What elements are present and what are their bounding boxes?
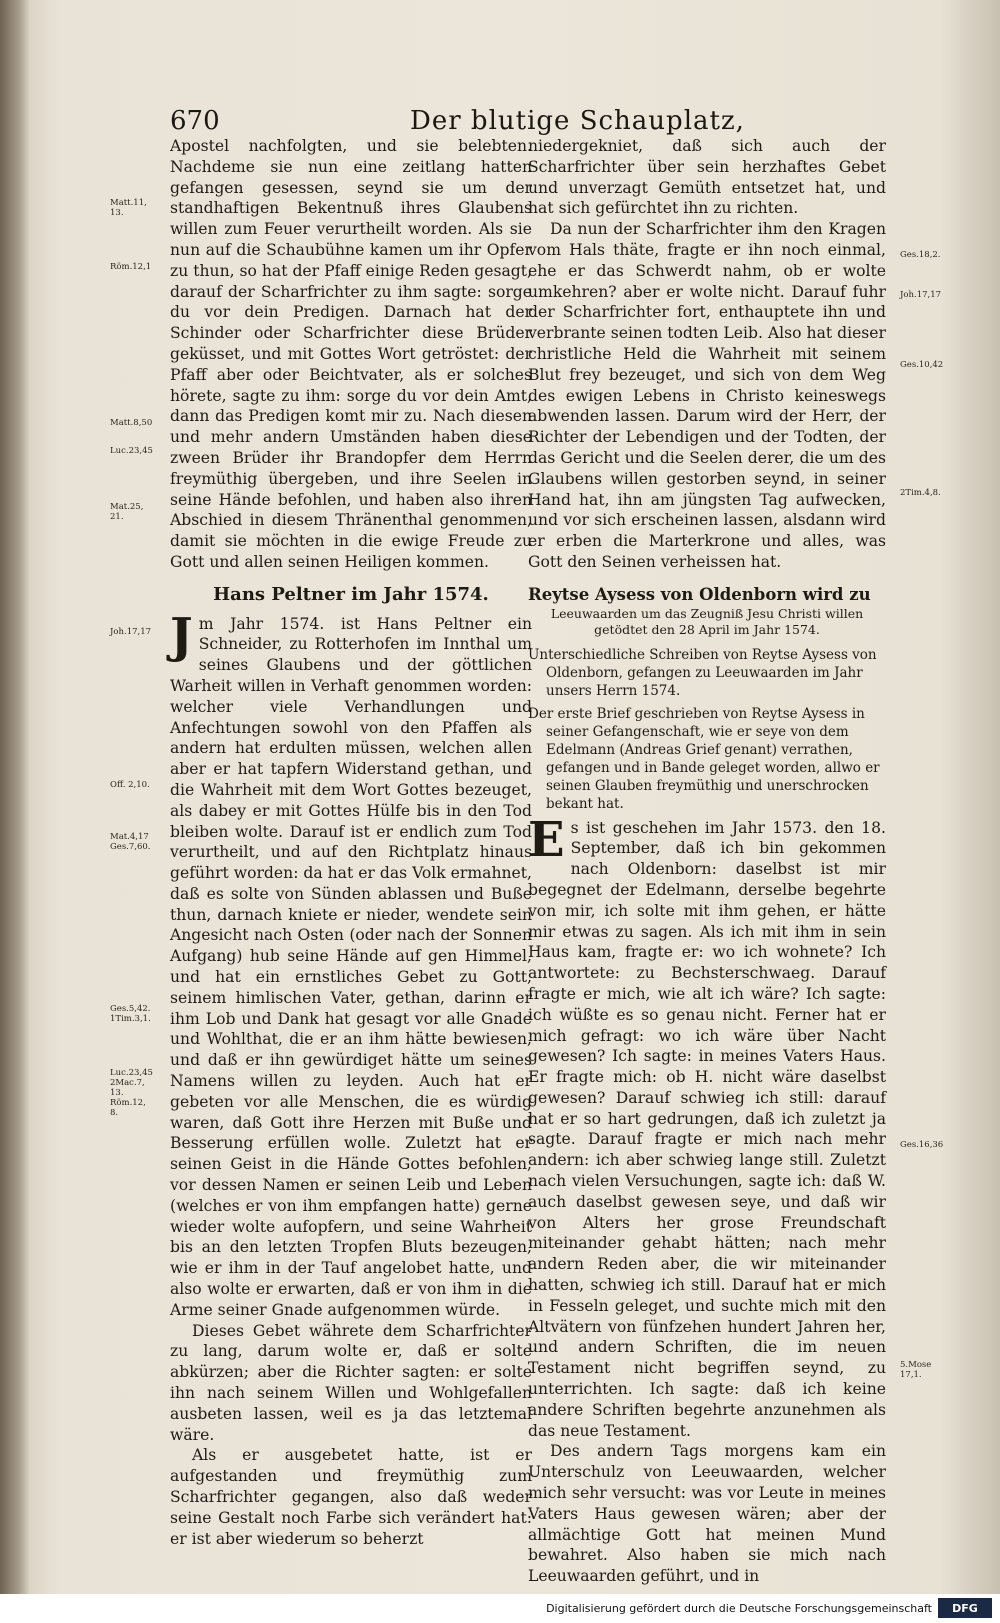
margin-note: Joh.17,17 — [110, 627, 152, 637]
paragraph-text: m Jahr 1574. ist Hans Peltner ein Schneider, zu Rotterhofen im Innthal um seines Glaubens und der göttlichen Warheit willen in Verhaft genommen worden: welcher viele Verhandlungen und Anfechtungen sowohl von den Pfaffen als andern hat erdulten müssen, welchen allen aber er hat tapfern Widerstand gethan, und die Wahrheit mit dem Wort Gottes bezeuget, als dabey er mit Gottes Hülfe bis in den Tod bleiben wolte. Darauf ist er endlich zum Tod verurtheilt, und auf den Richtplatz hinaus geführt worden: da hat er das Volk ermahnet, daß es solte von Sünden ablassen und Buße thun, darnach kniete er nieder, wendete sein Angesicht nach Osten (oder nach der Sonnen Aufgang) hub seine Hände auf gen Himmel, und hat ein ernstliches Gebet zu Gott, seinem himlischen Vater, gethan, darinn er ihm Lob und Dank hat gesagt vor alle Gnade und Wohlthat, die er an ihm hätte bewiesen, und daß er ihn gewürdiget hätte um seines Namens willen zu leyden. Auch hat er gebeten vor alle Menschen, die es würdig waren, daß Gott ihre Herzen mit Buße und Besserung erfüllen wolle. Zuletzt hat er seinen Geist in die Hände Gottes befohlen, vor dessen Namen er seinen Leib und Leben (welches er von ihm empfangen hatte) gerne wieder wolte aufopfern, und seine Wahrheit bis an den letzten Tropfen Bluts bezeugen, wie er ihm in der Tauf angelobet hatte, und also wolte er erwarten, daß er von ihm in die Arme seiner Gnade aufgenommen würde. — [170, 614, 532, 1319]
margin-note: Off. 2,10. — [110, 780, 150, 790]
margin-note: Ges.16,36 — [900, 1140, 944, 1150]
margin-note: 5.Mose 17,1. — [900, 1360, 932, 1380]
paragraph: niedergekniet, daß sich auch der Scharfrichter über sein herzhaftes Gebet und unverzagt Gemüth entsetzet hat, und hat sich gefürchtet ihn zu richten. — [528, 137, 886, 218]
paragraph-with-dropcap — [528, 811, 886, 1442]
paragraph: Des andern Tags morgens kam ein Unterschulz von Leeuwaarden, welcher mich sehr versucht: was vor Leute in meines Vaters Haus gewesen wären; aber der allmächtige Gott hat meinen Mund bewahret. Also haben sie mich nach Leeuwaarden geführt, und in — [528, 1442, 886, 1586]
margin-note: Ges.10,42 — [900, 360, 944, 370]
book-binding-shadow — [0, 0, 30, 1594]
margin-note: Matt.8,50 — [110, 418, 153, 428]
margin-note: Ges.5,42. 1Tim.3,1. — [110, 1004, 151, 1024]
margin-note: 2Tim.4,8. — [900, 488, 941, 498]
section-heading-reytse: Reytse Aysess von Oldenborn wird zu — [528, 584, 871, 604]
paragraph-with-dropcap — [170, 607, 532, 1321]
margin-note: Mat.25, 21. — [110, 502, 144, 522]
funding-credit: Digitalisierung gefördert durch die Deutsche Forschungsgemeinschaft — [546, 1602, 932, 1615]
left-text-column — [170, 136, 532, 1549]
page-number: 670 — [170, 106, 220, 136]
margin-note: Joh.17,17 — [900, 290, 942, 300]
paragraph: Da nun der Scharfrichter ihm den Kragen vom Hals thäte, fragte er ihn noch einmal, ehe er das Schwerdt nahm, ob er wolte umkehren? aber er wolte nicht. Darauf fuhr der Scharfrichter fort, enthauptete ihn und verbrante seinen todten Leib. Also hat dieser christliche Held die Wahrheit mit seinem Blut frey bezeuget, und sich von dem Weg des ewigen Lebens in Christo keineswegs abwenden lassen. Darum wird der Herr, der Richter der Lebendigen und der Todten, der das Gericht und die Seelen derer, die um des Glaubens willen gestorben seynd, in seiner Hand hat, ihn am jüngsten Tag aufwecken, und vor sich erscheinen lassen, alsdann wird er erben die Marterkrone und alles, was Gott den Seinen verheissen hat. — [528, 220, 886, 571]
margin-note: Matt.11, 13. — [110, 198, 147, 218]
margin-note: Mat.4,17 Ges.7,60. — [110, 832, 151, 852]
digitization-footer — [0, 1594, 1000, 1623]
paragraph-text: s ist geschehen im Jahr 1573. den 18. September, daß ich bin gekommen nach Oldenborn: daselbst ist mir begegnet der Edelmann, derselbe begehrte von mir, ich solte mit ihm gehen, er hätte mir etwas zu sagen. Als ich mit ihm in sein Haus kam, fragte er: wo ich wohnete? Ich antwortete: zu Bechsterschwaeg. Darauf fragte er mich, wie alt ich wäre? Ich sagte: ich wüßte es so genau nicht. Ferner hat er mich gefragt: wo ich wäre über Nacht gewesen? Ich sagte: in meines Vaters Haus. Er fragte mich: ob H. nicht wäre daselbst gewesen? Darauf schwieg ich still: darauf hat er so hart gedrungen, daß ich zuletzt ja sagte. Darauf fragte er mich nach mehr andern: ich aber schwieg lange still. Zuletzt nach vielen Versuchungen, sagte ich: daß W. auch daselbst gewesen seye, und daß wir von Alters her grose Freundschaft miteinander gehabt hätten; nach mehr andern Reden aber, die wir miteinander hatten, schwieg ich still. Darauf hat er mich in Fesseln geleget, und suchte mich mit den Altvätern von fünfzehen hundert Jahren her, und andern Schriften, die im neuen Testament nicht begriffen seynd, zu unterrichten. Ich sagte: daß ich keine andere Schriften begehrte anzunehmen als das neue Testament. — [528, 818, 886, 1440]
section-subheading: Leeuwaarden um das Zeugniß Jesu Christi willen getödtet den 28 April im Jahr 1574. — [550, 605, 864, 637]
running-title: Der blutige Schauplatz, — [410, 106, 745, 136]
paragraph: Als er ausgebetet hatte, ist er aufgestanden und freymüthig zum Scharfrichter gegangen, also daß weder seine Gestalt noch Farbe sich verändert hat: er ist aber wiederum so beherzt — [170, 1446, 532, 1548]
section-heading-peltner: Hans Peltner im Jahr 1574. — [213, 583, 489, 605]
summary-line: Der erste Brief geschrieben von Reytse Aysess in seiner Gefangenschaft, wie er seye von dem Edelmann (Andreas Grief genant) verrathen, gefangen und in Bande geleget worden, allwo er seinen Glauben freymüthig und unerschrocken bekant hat. — [528, 705, 880, 812]
right-text-column — [528, 136, 886, 1587]
paragraph: Apostel nachfolgten, und sie belebten. Nachdeme sie nun eine zeitlang hatten gefangen gesessen, seynd sie um der standhaftigen Bekentnuß ihres Glaubens willen zum Feuer verurtheilt worden. Als sie nun auf die Schaubühne kamen um ihr Opfer zu thun, so hat der Pfaff einige Reden gesagt, darauf der Scharfrichter zu ihm sagte: sorge du vor dein Predigen. Darnach hat der Schinder oder Scharfrichter diese Brüder geküsset, und mit Gottes Wort getröstet: der Pfaff aber oder Beichtvater, als er solches hörete, sagte zu ihm: sorge du vor dein Amt, dann das Predigen komt mir zu. Nach diesen und mehr andern Umständen haben diese zween Brüder ihr Brandopfer dem Herrn freymüthig übergeben, und ihre Seelen in seine Hände befohlen, und haben also ihren Abschied in diesem Thränenthal genommen, damit sie möchten in die ewige Freude zu Gott und allen seinen Heiligen kommen. — [170, 137, 532, 571]
margin-note: Luc.23,45 2Mac.7, 13. Röm.12, 8. — [110, 1068, 153, 1118]
margin-note: Röm.12,1 — [110, 262, 152, 272]
paragraph: Dieses Gebet währete dem Scharfrichter zu lang, darum wolte er, daß er solte abkürzen; aber die Richter sagten: er solte ihn nach seinem Willen und Wohlgefallen ausbeten lassen, weil es ja das letztemal wäre. — [170, 1321, 532, 1444]
dfg-logo[interactable]: DFG — [938, 1598, 992, 1618]
margin-note: Ges.18,2. — [900, 250, 941, 260]
drop-cap: J — [170, 607, 193, 664]
margin-note: Luc.23,45 — [110, 446, 153, 456]
summary-line: Unterschiedliche Schreiben von Reytse Aysess von Oldenborn, gefangen zu Leeuwaarden im Jahr unsers Herrn 1574. — [528, 646, 877, 699]
drop-cap: E — [528, 811, 565, 868]
